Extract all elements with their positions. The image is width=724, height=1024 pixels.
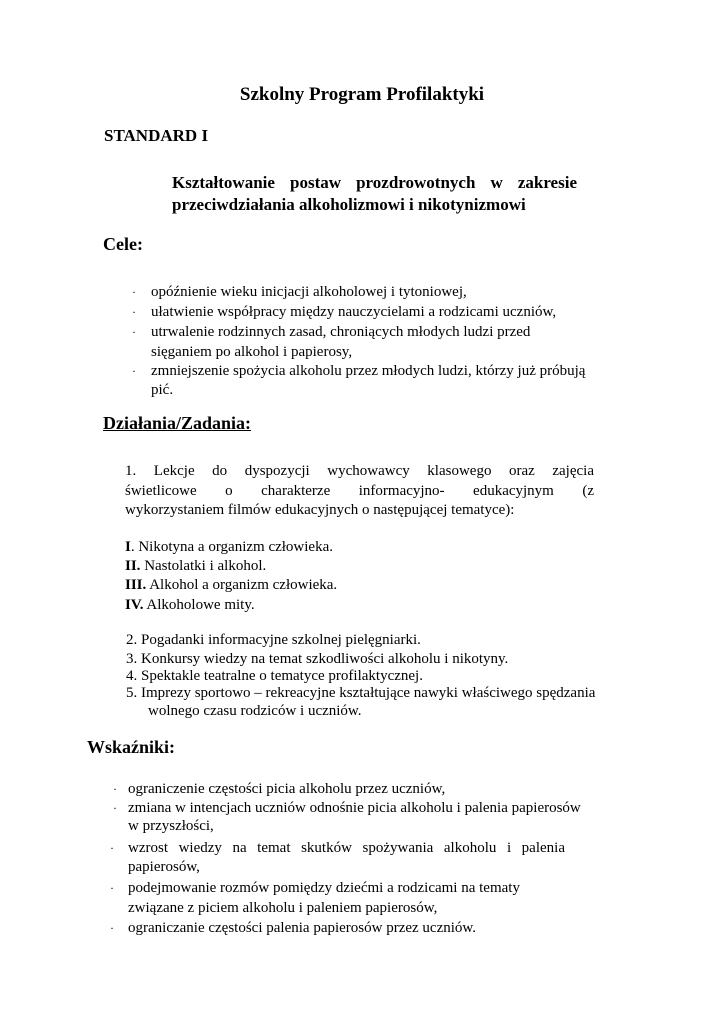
topic-2 [125,556,266,576]
wskazniki-item-1: ograniczenie częstości picia alkoholu przez uczniów, [128,781,446,797]
wskazniki-heading: Wskaźniki: [87,737,176,757]
topic-text: Nastolatki i alkohol. [140,558,267,574]
dzialania-intro-line-1: 1. Lekcje do dyspozycji wychowawcy klasowego oraz zajęcia [125,463,594,479]
topic-text: . Nikotyna a organizm człowieka. [130,539,333,555]
dzialania-list-item-5-cont: wolnego czasu rodziców i uczniów. [148,703,362,719]
topic-text: Alkoholowe mity. [143,597,255,613]
topic-number: II. [125,558,141,574]
topic-text: Alkohol a organizm człowieka. [146,577,338,593]
bullet-icon: · [132,305,136,319]
subtitle-line-1: Kształtowanie postaw prozdrowotnych w zakresie [172,173,577,192]
subtitle-line-2: przeciwdziałania alkoholizmowi i nikotynizmowi [172,195,526,214]
bullet-icon: · [132,364,136,378]
cele-item-2: ułatwienie współpracy między nauczycielami a rodzicami uczniów, [151,304,557,320]
wskazniki-item-5: ograniczanie częstości palenia papierosów przez uczniów. [128,920,477,936]
wskazniki-item-3-line-1: wzrost wiedzy na temat skutków spożywania alkoholu i palenia [128,840,565,856]
cele-heading: Cele: [103,234,143,254]
topic-number: III. [125,577,147,593]
wskazniki-item-4-line-2: związane z piciem alkoholu i paleniem papierosów, [128,900,438,916]
topic-1 [125,537,333,557]
wskazniki-item-3-line-2: papierosów, [128,859,200,875]
wskazniki-item-2-line-2: w przyszłości, [128,818,214,834]
topic-number: IV. [125,597,144,613]
bullet-icon: · [132,285,136,299]
cele-item-1: opóźnienie wieku inicjacji alkoholowej i tytoniowej, [151,284,467,300]
dzialania-intro-line-2: świetlicowe o charakterze informacyjno- edukacyjnym (z [125,483,594,499]
dzialania-intro-line-3: wykorzystaniem filmów edukacyjnych o następującej tematyce): [125,502,515,518]
dzialania-heading: Działania/Zadania: [103,413,252,433]
bullet-icon: · [110,841,114,855]
bullet-icon: · [132,325,136,339]
topic-number: I [125,539,131,555]
dzialania-list-item-4: 4. Spektakle teatralne o tematyce profilaktycznej. [126,668,423,684]
dzialania-list-item-3: 3. Konkursy wiedzy na temat szkodliwości alkoholu i nikotyny. [126,651,509,667]
page-title: Szkolny Program Profilaktyki [239,84,485,105]
bullet-icon: · [110,921,114,935]
cele-item-4-line-1: zmniejszenie spożycia alkoholu przez młodych ludzi, którzy już próbują [151,363,586,379]
dzialania-list-item-5: 5. Imprezy sportowo – rekreacyjne kształtujące nawyki właściwego spędzania [126,685,596,701]
bullet-icon: · [110,881,114,895]
bullet-icon: · [113,782,117,796]
cele-item-4-line-2: pić. [151,382,174,398]
dzialania-list-item-2: 2. Pogadanki informacyjne szkolnej pielęgniarki. [126,632,421,648]
standard-heading: STANDARD I [104,126,209,145]
bullet-icon: · [113,801,117,815]
topic-4 [125,595,255,615]
wskazniki-item-4-line-1: podejmowanie rozmów pomiędzy dziećmi a rodzicami na tematy [128,880,520,896]
cele-item-3-line-1: utrwalenie rodzinnych zasad, chroniących młodych ludzi przed [151,324,531,340]
topic-3 [125,575,337,595]
cele-item-3-line-2: sięganiem po alkohol i papierosy, [151,344,353,360]
wskazniki-item-2-line-1: zmiana w intencjach uczniów odnośnie picia alkoholu i palenia papierosów [128,800,581,816]
